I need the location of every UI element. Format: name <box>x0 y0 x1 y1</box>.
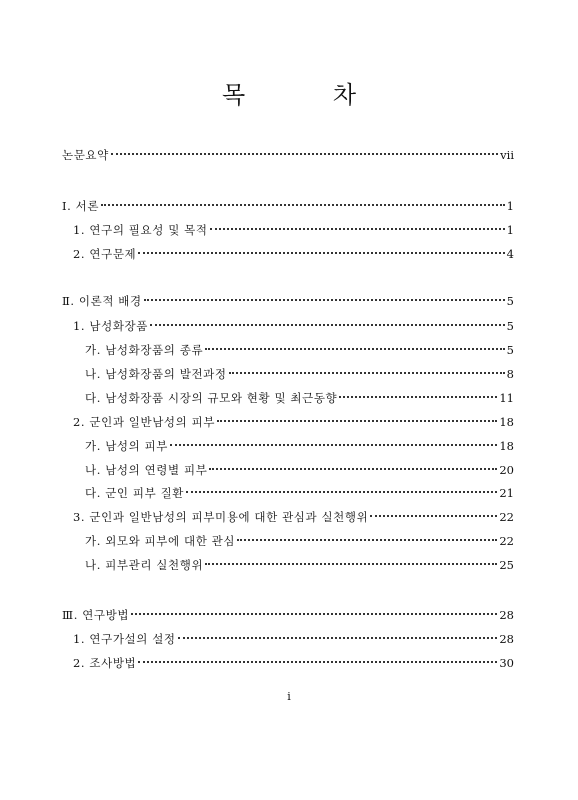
toc-entry-label: 2. 조사방법 <box>73 656 137 670</box>
toc-entry-page: 25 <box>499 558 514 572</box>
toc-entry-label: Ⅲ. 연구방법 <box>62 608 130 622</box>
toc-entry-page: 18 <box>499 439 514 453</box>
toc-entry-label: 2. 군인과 일반남성의 피부 <box>73 415 216 429</box>
toc-entry-label: 다. 남성화장품 시장의 규모와 현황 및 최근동향 <box>85 391 338 405</box>
toc-section-1-1[interactable] <box>73 222 514 238</box>
toc-subsection-2-2-a[interactable] <box>85 438 514 454</box>
toc-leader-dots <box>339 396 497 398</box>
toc-entry-label: Ⅱ. 이론적 배경 <box>62 294 142 308</box>
toc-section-2-1[interactable] <box>73 318 514 334</box>
toc-section-3-2[interactable] <box>73 655 514 671</box>
toc-leader-dots <box>178 637 498 639</box>
toc-leader-dots <box>370 515 497 517</box>
toc-leader-dots <box>205 563 497 565</box>
toc-leader-dots <box>138 252 504 254</box>
toc-entry-label: 가. 남성화장품의 종류 <box>85 343 204 357</box>
toc-entry-label: 3. 군인과 일반남성의 피부미용에 대한 관심과 실천행위 <box>73 510 369 524</box>
toc-section-2-3[interactable] <box>73 509 514 525</box>
toc-entry-summary[interactable] <box>62 147 514 163</box>
toc-entry-label: 논문요약 <box>62 148 109 162</box>
toc-chapter-1[interactable] <box>62 198 514 214</box>
toc-entry-page: 5 <box>506 319 514 333</box>
toc-entry-label: 가. 외모와 피부에 대한 관심 <box>85 534 236 548</box>
toc-leader-dots <box>131 613 497 615</box>
toc-subsection-2-3-b[interactable] <box>85 557 514 573</box>
toc-entry-label: 나. 남성화장품의 발전과정 <box>85 367 227 381</box>
toc-leader-dots <box>237 539 497 541</box>
toc-entry-page: 4 <box>506 247 514 261</box>
toc-entry-page: 5 <box>506 343 514 357</box>
toc-entry-page: 1 <box>506 199 514 213</box>
page-number: i <box>287 690 291 703</box>
toc-entry-label: 2. 연구문제 <box>73 247 137 261</box>
toc-entry-page: 11 <box>499 391 514 405</box>
toc-leader-dots <box>101 204 505 206</box>
toc-entry-page: vii <box>500 148 514 162</box>
toc-subsection-2-1-a[interactable] <box>85 342 514 358</box>
toc-chapter-3[interactable] <box>62 607 514 623</box>
toc-subsection-2-2-b[interactable] <box>85 462 514 478</box>
toc-section-2-2[interactable] <box>73 414 514 430</box>
page-title: 목 차 <box>222 81 396 109</box>
toc-entry-label: 1. 남성화장품 <box>73 319 148 333</box>
toc-subsection-2-3-a[interactable] <box>85 533 514 549</box>
toc-leader-dots <box>170 444 497 446</box>
toc-leader-dots <box>111 153 498 155</box>
toc-entry-page: 22 <box>499 534 514 548</box>
toc-entry-label: 1. 연구가설의 설정 <box>73 632 176 646</box>
toc-leader-dots <box>186 491 497 493</box>
toc-leader-dots <box>150 324 505 326</box>
toc-entry-page: 21 <box>499 486 514 500</box>
toc-entry-label: Ⅰ. 서론 <box>62 199 100 213</box>
toc-section-3-1[interactable] <box>73 631 514 647</box>
toc-entry-page: 20 <box>499 463 514 477</box>
toc-entry-page: 8 <box>506 367 514 381</box>
toc-leader-dots <box>210 228 505 230</box>
toc-chapter-2[interactable] <box>62 293 514 309</box>
toc-subsection-2-2-c[interactable] <box>85 485 514 501</box>
toc-entry-page: 22 <box>499 510 514 524</box>
toc-leader-dots <box>217 420 497 422</box>
toc-leader-dots <box>205 348 505 350</box>
toc-entry-page: 28 <box>499 608 514 622</box>
toc-leader-dots <box>138 661 497 663</box>
toc-entry-page: 5 <box>506 294 514 308</box>
toc-leader-dots <box>209 468 497 470</box>
toc-entry-page: 30 <box>499 656 514 670</box>
toc-entry-label: 나. 남성의 연령별 피부 <box>85 463 208 477</box>
toc-entry-label: 1. 연구의 필요성 및 목적 <box>73 223 208 237</box>
toc-leader-dots <box>229 372 505 374</box>
toc-entry-label: 다. 군인 피부 질환 <box>85 486 184 500</box>
toc-entry-label: 가. 남성의 피부 <box>85 439 169 453</box>
toc-entry-page: 1 <box>506 223 514 237</box>
toc-section-1-2[interactable] <box>73 246 514 262</box>
toc-subsection-2-1-b[interactable] <box>85 366 514 382</box>
toc-entry-page: 18 <box>499 415 514 429</box>
toc-entry-page: 28 <box>499 632 514 646</box>
toc-subsection-2-1-c[interactable] <box>85 390 514 406</box>
toc-entry-label: 나. 피부관리 실천행위 <box>85 558 204 572</box>
toc-leader-dots <box>144 299 505 301</box>
